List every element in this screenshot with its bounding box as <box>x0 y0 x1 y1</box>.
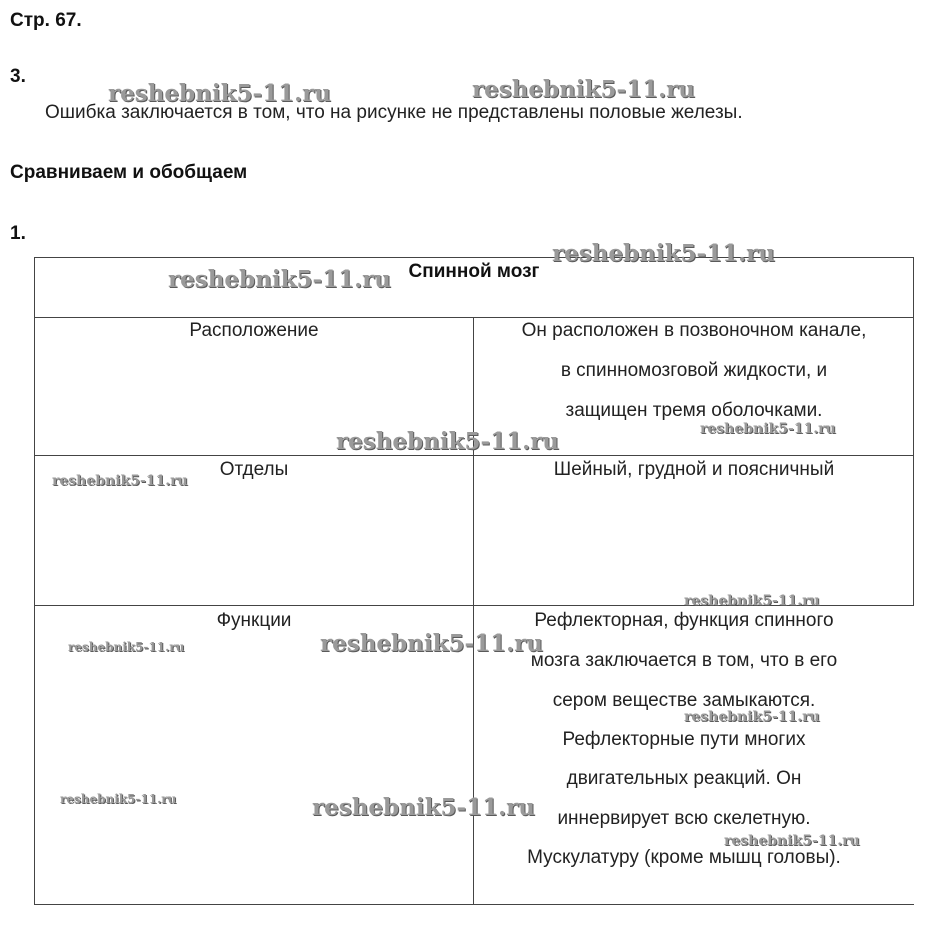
row-value-divisions-line: Шейный, грудной и поясничный <box>553 459 835 480</box>
watermark: reshebnik5-11.ru <box>552 240 775 267</box>
watermark: reshebnik5-11.ru <box>700 421 836 437</box>
row-label-location: Расположение <box>189 320 319 341</box>
row-label-divisions: Отделы <box>219 459 289 480</box>
watermark: reshebnik5-11.ru <box>60 792 177 806</box>
watermark: reshebnik5-11.ru <box>312 794 535 821</box>
row-value-functions-line: Рефлекторная, функция спинного <box>534 610 834 631</box>
row-value-location-line: защищен тремя оболочками. <box>565 400 823 421</box>
task-3-number: 3. <box>10 66 26 87</box>
row-value-location-line: Он расположен в позвоночном канале, <box>521 320 867 341</box>
table-border-bottom <box>34 904 914 905</box>
section-title: Сравниваем и обобщаем <box>10 162 248 183</box>
watermark: reshebnik5-11.ru <box>336 428 559 455</box>
watermark: reshebnik5-11.ru <box>472 76 695 103</box>
watermark: reshebnik5-11.ru <box>108 80 331 107</box>
table-header: Спинной мозг <box>408 261 540 282</box>
watermark: reshebnik5-11.ru <box>684 593 820 609</box>
task-3-answer: Ошибка заключается в том, что на рисунке не представлены половые железы. <box>45 102 743 123</box>
table-border-right <box>913 257 914 605</box>
watermark: reshebnik5-11.ru <box>168 266 391 293</box>
table-border-left <box>34 257 35 905</box>
row-value-functions-line: Мускулатуру (кроме мышц головы). <box>527 847 841 868</box>
row-label-functions: Функции <box>216 610 292 631</box>
watermark: reshebnik5-11.ru <box>52 473 188 489</box>
row-value-functions-line: иннервирует всю скелетную. <box>557 808 811 829</box>
row-value-functions-line: Рефлекторные пути многих <box>562 729 806 750</box>
page-number: Стр. 67. <box>10 10 82 31</box>
task-1-number: 1. <box>10 223 26 244</box>
row-value-functions-line: мозга заключается в том, что в его <box>530 650 838 671</box>
row-value-functions-line: двигательных реакций. Он <box>566 768 802 789</box>
row-value-location-line: в спинномозговой жидкости, и <box>560 360 828 381</box>
row-value-functions-line: сером веществе замыкаются. <box>552 690 816 711</box>
watermark: reshebnik5-11.ru <box>724 833 860 849</box>
watermark: reshebnik5-11.ru <box>320 630 543 657</box>
watermark: reshebnik5-11.ru <box>684 709 820 725</box>
watermark: reshebnik5-11.ru <box>68 640 185 654</box>
